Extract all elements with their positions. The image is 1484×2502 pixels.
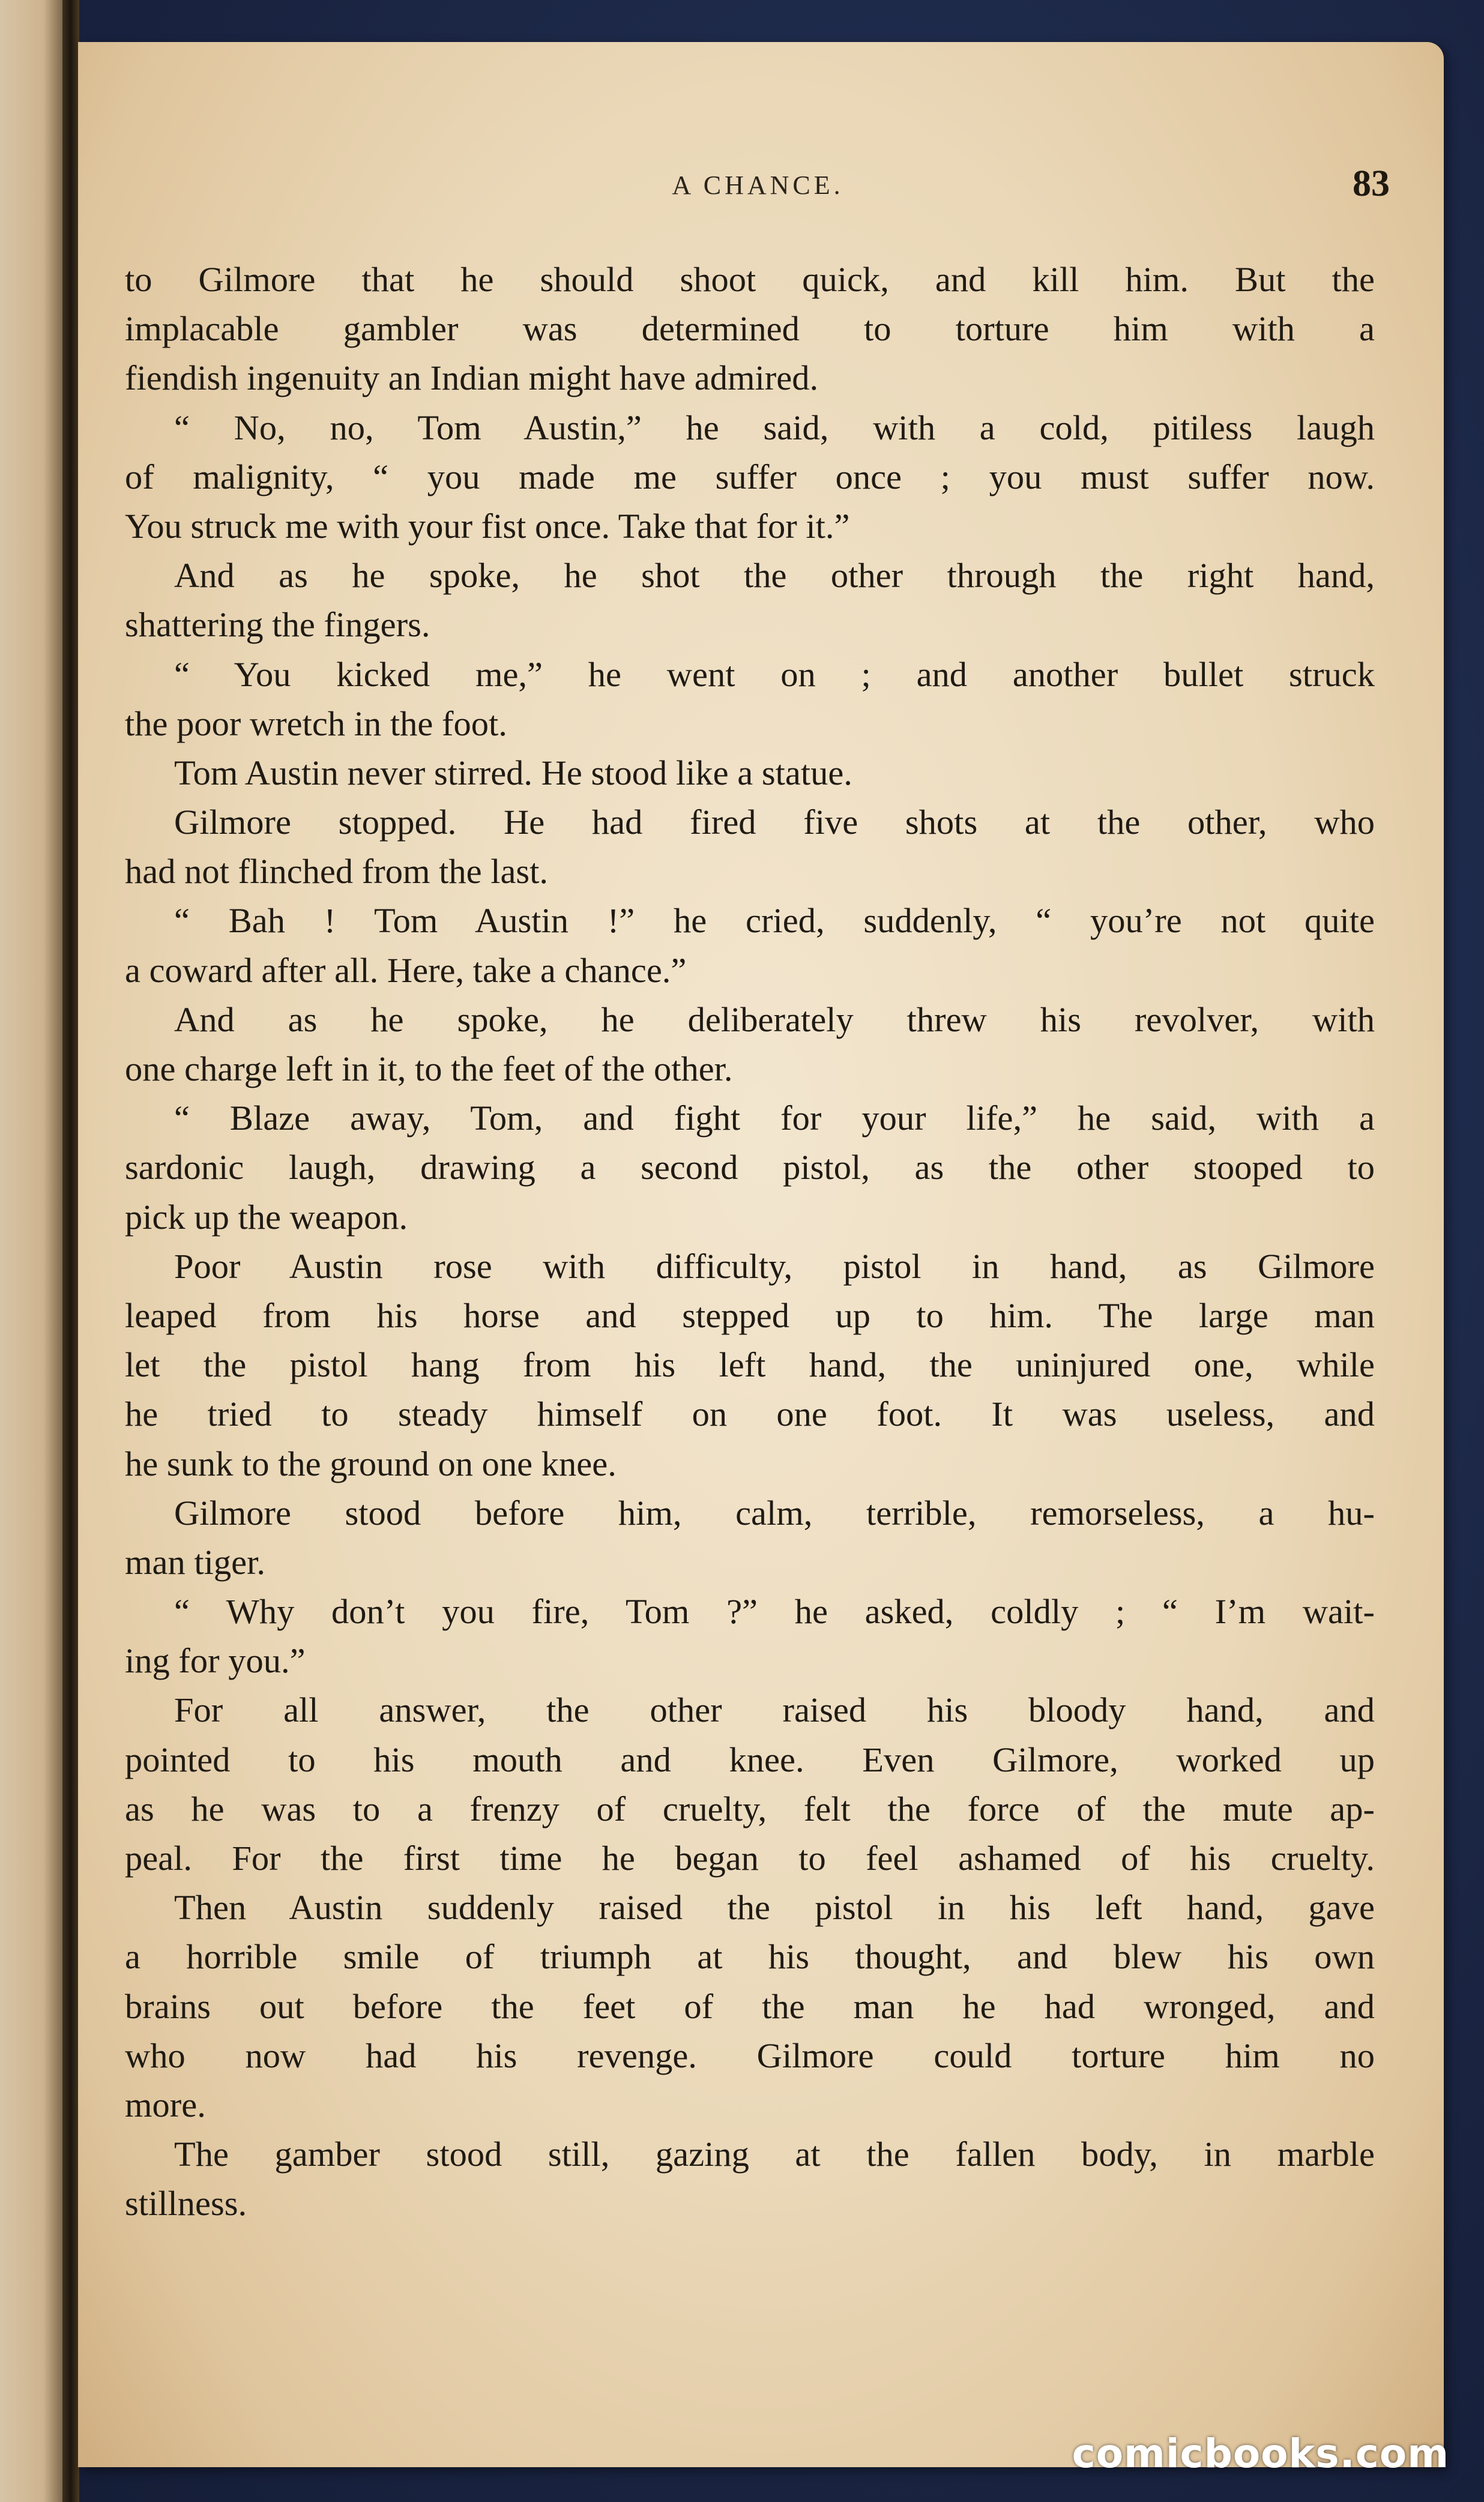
text-line: the poor wretch in the foot. [125,704,507,743]
text-line: stillness. [125,2184,247,2223]
text-line: fiendish ingenuity an Indian might have admired. [125,358,819,398]
text-line: Then Austin suddenly raised the pistol in his left hand, gave [174,1888,1375,1928]
text-line: man tiger. [125,1542,265,1582]
text-line: peal. For the first time he began to feel ashamed of his cruelty. [125,1839,1375,1878]
text-line: one charge left in it, to the feet of the other. [125,1049,733,1088]
text-line: The gamber stood still, gazing at the fallen body, in marble [174,2135,1375,2174]
text-line: a coward after all. Here, take a chance.” [125,950,687,990]
text-line: For all answer, the other raised his bloody hand, and [174,1690,1375,1730]
text-line: a horrible smile of triumph at his thought, and blew his own [125,1937,1375,1977]
body-text [125,255,1375,2229]
text-line: Gilmore stood before him, calm, terrible, remorseless, a hu- [174,1493,1375,1533]
text-line: You struck me with your fist once. Take that for it.” [125,506,850,546]
book-page [78,42,1444,2467]
text-line: Poor Austin rose with difficulty, pistol in hand, as Gilmore [174,1246,1375,1286]
page-number: 83 [1353,163,1390,204]
text-line: shattering the fingers. [125,605,430,645]
running-head: A CHANCE. [672,170,844,200]
text-line: as he was to a frenzy of cruelty, felt the force of the mute ap- [125,1789,1375,1828]
text-line: sardonic laugh, drawing a second pistol, as the other stooped to [125,1148,1375,1187]
page-header [126,165,1390,213]
text-line: “ Bah ! Tom Austin !” he cried, suddenly, “ you’re not quite [174,901,1375,941]
text-line: pointed to his mouth and knee. Even Gilmore, worked up [125,1740,1375,1779]
text-line: he sunk to the ground on one knee. [125,1444,617,1483]
text-line: had not flinched from the last. [125,852,549,891]
text-line: more. [125,2085,206,2124]
text-line: leaped from his horse and stepped up to him. The large man [125,1295,1375,1335]
text-line: “ Why don’t you fire, Tom ?” he asked, coldly ; “ I’m wait- [174,1592,1375,1632]
watermark: comicbooks.com [1072,2431,1449,2477]
facing-page-edge [0,0,72,2502]
text-line: And as he spoke, he shot the other through the right hand, [174,556,1375,595]
text-line: And as he spoke, he deliberately threw his revolver, with [174,999,1375,1039]
text-line: “ No, no, Tom Austin,” he said, with a cold, pitiless laugh [174,408,1375,447]
text-line: Tom Austin never stirred. He stood like a statue. [174,753,852,792]
text-line: of malignity, “ you made me suffer once ; you must suffer now. [125,457,1375,496]
text-line: “ Blaze away, Tom, and fight for your life,” he said, with a [174,1099,1375,1138]
text-line: who now had his revenge. Gilmore could torture him no [125,2036,1375,2075]
text-line: Gilmore stopped. He had fired five shots at the other, who [174,803,1375,842]
text-line: let the pistol hang from his left hand, the uninjured one, while [125,1345,1375,1385]
text-line: “ You kicked me,” he went on ; and another bullet struck [174,654,1375,694]
text-line: he tried to steady himself on one foot. It was useless, and [125,1394,1375,1434]
book-gutter [62,0,79,2502]
text-line: ing for you.” [125,1641,306,1681]
text-line: brains out before the feet of the man he had wronged, and [125,1986,1375,2026]
text-line: to Gilmore that he should shoot quick, and kill him. But the [125,260,1375,299]
text-line: pick up the weapon. [125,1197,408,1237]
text-line: implacable gambler was determined to torture him with a [125,309,1375,349]
